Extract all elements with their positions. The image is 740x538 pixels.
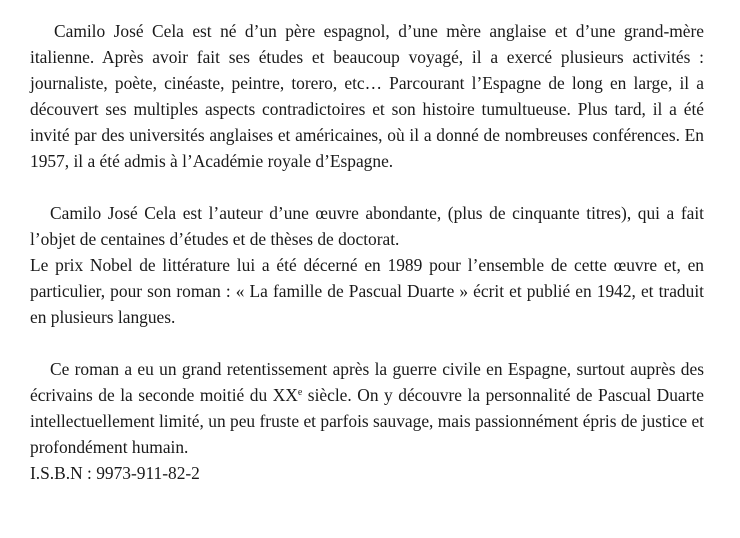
works-paragraph: Camilo José Cela est l’auteur d’une œuvre abondante, (plus de cinquante titres), qui a fait l’objet de centaines d’études et de thèses de doctorat. xyxy=(30,203,704,249)
novel-paragraph-text-end: siècle. On y découvre la personnalité de Pascual Duarte intellectuellement limité, un peu fruste et parfois sauvage, mais passionnément épris de justice et profondément humain. xyxy=(30,385,704,457)
document-page xyxy=(30,18,704,486)
novel-paragraph xyxy=(30,356,704,460)
paragraph-spacer xyxy=(30,174,704,200)
century-superscript: e xyxy=(297,387,303,398)
isbn-line: I.S.B.N : 9973-911-82-2 xyxy=(30,463,200,483)
nobel-paragraph: Le prix Nobel de littérature lui a été décerné en 1989 pour l’ensemble de cette œuvre et, en particulier, pour son roman : « La famille de Pascual Duarte » écrit et publié en 1942, et traduit en plusieurs langues. xyxy=(30,255,704,327)
paragraph-spacer xyxy=(30,330,704,356)
novel-paragraph-text-start: Ce roman a eu un grand retentissement après la guerre civile en Espagne, surtout auprès des écrivains de la seconde moitié du XX xyxy=(30,359,704,405)
biography-paragraph: Camilo José Cela est né d’un père espagnol, d’une mère anglaise et d’une grand-mère italienne. Après avoir fait ses études et beaucoup voyagé, il a exercé plusieurs activités : journaliste, poète, cinéaste, peintre, torero, etc… Parcourant l’Espagne de long en large, il a découvert ses multiples aspects contradictoires et son histoire tumultueuse. Plus tard, il a été invité par des universités anglaises et américaines, où il a donné de nombreuses conférences. En 1957, il a été admis à l’Académie royale d’Espagne. xyxy=(30,21,704,171)
